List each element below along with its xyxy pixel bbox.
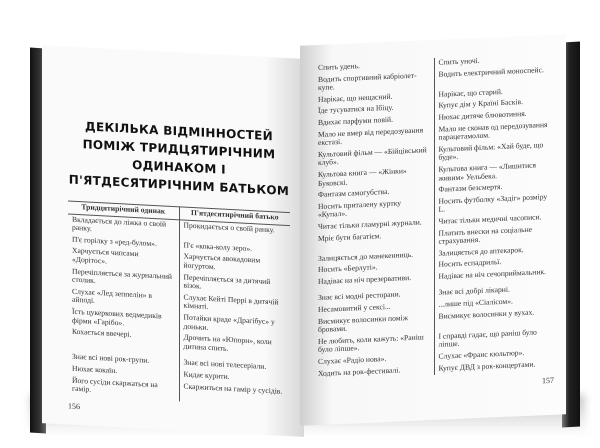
table-cell: Нарікає, що старий. (438, 86, 503, 99)
table-cell: Платить внески на соціальне страхування. (438, 224, 533, 246)
table-cell: Залицяється до аптекарок. (438, 244, 524, 258)
table-cell: Надіває на ніч сечоприймальник. (438, 266, 546, 281)
table-cell: Їде тусуватися на Ібіцу. (314, 101, 434, 118)
table-cell: Залицяється до манекенниць. (314, 249, 434, 266)
table-cell: Скаржиться на гамір у сусідів. (183, 381, 283, 396)
table-cell: Нюхає дитяче блювотиння. (438, 108, 527, 122)
table-cell: Читає тільки гламурні журнали. (314, 217, 434, 234)
table-cell: І справді гадає, що раніш було ліпше. (438, 327, 537, 350)
table-cell: Не любить, коли кажуть: «Раніш було ліпше». (314, 332, 434, 357)
table-cell: Несамовитий у сексі... (314, 300, 434, 317)
table-cell: Культовий фільм — «Бійцівський клуб». (314, 145, 434, 170)
left-page (42, 45, 304, 437)
table-cell: Слухає «Радіо нова». (314, 352, 434, 369)
table-cell: Мало не сконав од передозування парацетамолом. (438, 119, 548, 142)
column-header: П'ятдесятирічний батько (179, 207, 290, 225)
table-cell: Знає всі нові телесеріали. (183, 357, 267, 372)
table-cell: Дрочить на «Юпорн», коли дитина спить. (183, 332, 272, 353)
table-cell: Вкладається до ліжка о своїй ранку. (68, 214, 179, 241)
table-cell: Фантазм безсмертя. (438, 182, 503, 194)
table-cell: Культова книга — «Жінки» Буковскі. (314, 165, 434, 190)
table-cell: Носить еспадрильї. (438, 257, 502, 270)
table-cell: Висмикує волосинки поміж бровами. (314, 312, 434, 337)
table-cell: Носить «Берлуті». (314, 260, 434, 277)
table-cell: Фантазм самогубства. (314, 185, 434, 202)
table-cell: Його сусіди скаржаться на гамір. (68, 375, 179, 401)
table-cell: Кидає курити. (183, 369, 230, 381)
table-cell: Культова книга — «Лишитися живим» Уельбека. (438, 160, 537, 183)
table-cell: Купує ДВД з рок-концертами. (438, 359, 536, 373)
table-cell: П'є горілку з «ред-булом». (68, 234, 179, 251)
table-cell: Перечіпляється за дитячий візок. (183, 272, 271, 291)
table-cell: Спить удень. (314, 58, 434, 75)
table-cell: Читає тільки медичні часописи. (438, 212, 542, 226)
table-cell: Носить приталену куртку «Купал». (314, 197, 434, 222)
column-header: Тридцятирічний одинак (68, 201, 179, 219)
table-cell: Нюхає кокаїн. (68, 363, 179, 380)
table-cell: Висмикує волосинки у вухах. (438, 307, 535, 321)
table-cell: Нарікає, що нещасний. (314, 90, 434, 107)
table-cell: Харчується авокадовим йогуртом. (183, 251, 261, 272)
page-number: 156 (68, 401, 80, 411)
comparison-table-left (68, 200, 290, 406)
table-cell: Носить футболку «Задіг» розміру L. (438, 191, 548, 215)
table-cell: Знає всі модні ресторани. (314, 283, 434, 305)
table-cell: Їсть цукеркових ведмедиків фірми «Гарібо». (68, 306, 179, 332)
page-title: ДЕКІЛЬКА ВІДМІННОСТЕЙ ПОМІЖ ТРИДЦЯТИРІЧНИМ ОДИНАКОМ І П'ЯТДЕСЯТИРІЧНИМ БАТЬКОМ (68, 119, 290, 199)
table-cell: П'є «кока-колу зеро». (183, 240, 253, 253)
table-cell: Мріє бути багатієм. (314, 228, 434, 253)
comparison-table-right (314, 53, 554, 381)
table-cell: ...лише під «Сіалісом». (438, 296, 513, 309)
table-cell: Надіває на ніч презервативи. (314, 272, 434, 289)
table-cell: Слухає Кейті Перрі в дитячій кімнаті. (183, 292, 279, 312)
table-cell: Ходить на рок-фестивалі. (314, 364, 434, 381)
table-cell: Слухає «Франс кюльтюр». (438, 348, 525, 361)
table-cell: Знає всі нові рок-групи. (68, 347, 179, 369)
right-page (300, 34, 566, 426)
table-cell: Водить спортивний кабріолет-купе. (314, 70, 434, 95)
table-cell: Купує дім у Країні Басків. (438, 97, 523, 111)
table-cell: Перечіпляється за журнальний столик. (68, 266, 179, 292)
table-cell: Спить уночі. (438, 55, 480, 67)
table-cell: Слухає «Лед зеппелін» в айподі. (68, 286, 179, 312)
table-cell: Водить електричний моноспейс. (438, 64, 544, 79)
table-cell: Кохається ввечері. (68, 327, 179, 353)
table-cell: Мало не вмер від передозування екстазі. (314, 125, 434, 150)
table-cell: Харчується чипсами «Дорітос». (68, 246, 179, 272)
table-cell: Знає всі добрі лікарні. (438, 285, 510, 298)
table-cell: Вдихає парфуми повій. (314, 113, 434, 130)
table-cell: Прокидається о своїй ранку. (183, 220, 275, 234)
table-cell: Потайки краде «Драгібус» у доньки. (183, 312, 275, 332)
page-number: 157 (542, 375, 554, 386)
table-cell: Культовий фільм: «Хай буде, що буде». (438, 139, 544, 163)
